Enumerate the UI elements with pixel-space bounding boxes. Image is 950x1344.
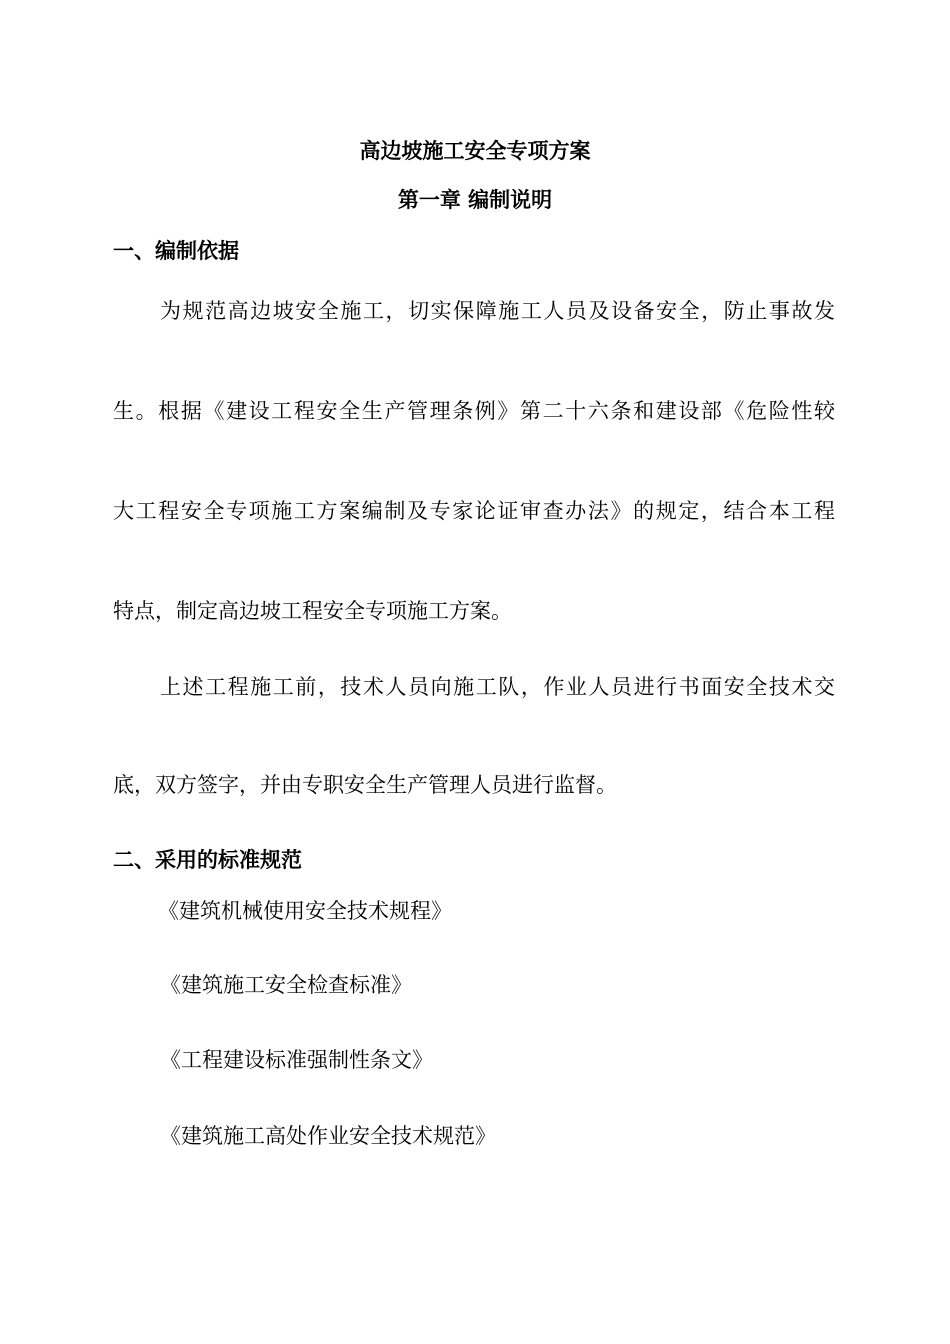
standard-item: 《建筑机械使用安全技术规程》 xyxy=(158,899,452,923)
standard-item: 《建筑施工高处作业安全技术规范》 xyxy=(160,1124,496,1148)
standard-item: 《建筑施工安全检查标准》 xyxy=(160,973,412,997)
paragraph-line: 生。根据《建设工程安全生产管理条例》第二十六条和建设部《危险性较 xyxy=(113,399,835,423)
section-heading-basis: 一、编制依据 xyxy=(113,238,239,263)
paragraph-line: 为规范高边坡安全施工，切实保障施工人员及设备安全，防止事故发 xyxy=(160,299,835,323)
paragraph-line: 上述工程施工前，技术人员向施工队，作业人员进行书面安全技术交 xyxy=(160,675,835,699)
paragraph-line: 大工程安全专项施工方案编制及专家论证审查办法》的规定，结合本工程 xyxy=(113,499,835,523)
paragraph-line: 特点，制定高边坡工程安全专项施工方案。 xyxy=(113,599,512,623)
document-title: 高边坡施工安全专项方案 xyxy=(359,138,591,163)
chapter-title: 第一章 编制说明 xyxy=(397,187,553,212)
paragraph-line: 底，双方签字，并由专职安全生产管理人员进行监督。 xyxy=(113,773,617,797)
standard-item: 《工程建设标准强制性条文》 xyxy=(160,1048,433,1072)
section-heading-standards: 二、采用的标准规范 xyxy=(113,847,302,872)
